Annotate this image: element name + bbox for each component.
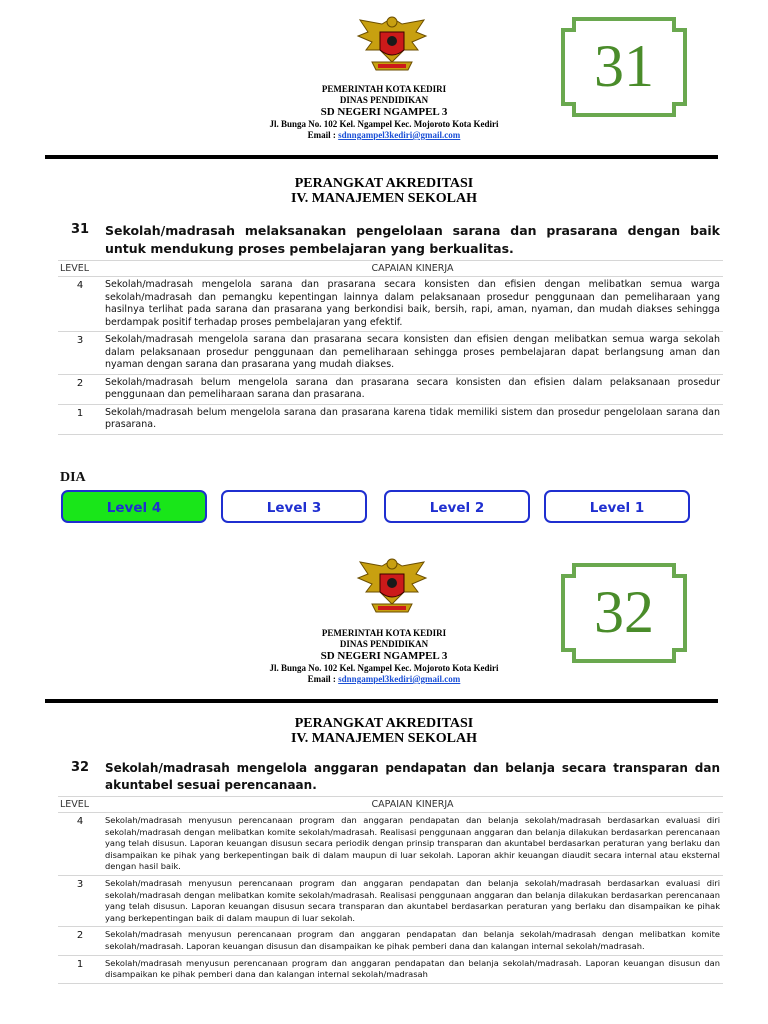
badge-number: 32 (594, 579, 654, 645)
badge-number: 31 (594, 33, 654, 99)
school-email (0, 674, 768, 685)
table-row (58, 955, 723, 983)
level-description: Sekolah/madrasah menyusun perencanaan program dan anggaran pendapatan dan belanja sekolah/madrasah. Laporan keuangan disusun dan disampaikan ke pihak pemberi dana dan kalangan internal sekolah/madrasah (102, 955, 723, 983)
level-2-button[interactable]: Level 2 (384, 490, 530, 523)
table-row (58, 404, 723, 434)
table-header-row (58, 261, 723, 277)
assessment-label: DIA (60, 470, 86, 485)
criterion-badge (560, 562, 688, 664)
criterion-statement: Sekolah/madrasah melaksanakan pengelolaan sarana dan prasarana dengan baik untuk mendukung proses pembelajaran yang berkualitas. (102, 220, 723, 261)
email-link[interactable]: sdnngampel3kediri@gmail.com (338, 130, 461, 140)
criterion-number: 31 (58, 220, 102, 261)
dept-name: DINAS PENDIDIKAN (339, 639, 429, 649)
level-number: 1 (58, 404, 102, 434)
level-description: Sekolah/madrasah belum mengelola sarana dan prasarana secara konsisten dan efisien dalam pelaksanaan prosedur penggunaan dan pemeliharaan sarana dan prasarana. (102, 374, 723, 404)
email-link[interactable]: sdnngampel3kediri@gmail.com (338, 674, 461, 684)
level-header: LEVEL (58, 797, 102, 813)
school-name: SD NEGERI NGAMPEL 3 (320, 650, 448, 662)
level-description: Sekolah/madrasah belum mengelola sarana dan prasarana karena tidak memiliki sistem dan prosedur pengelolaan sarana dan prasarana. (102, 404, 723, 434)
level-number: 4 (58, 813, 102, 876)
level-description: Sekolah/madrasah mengelola sarana dan prasarana secara konsisten dan efisien dengan melibatkan semua warga sekolah dalam pelaksanaan prosedur penggunaan dan pemeliharaan sehingga proses pembelajaran dapat berlangsung aman dan nyaman dengan sarana dan prasarana yang mudah diakses. (102, 332, 723, 375)
level-number: 3 (58, 875, 102, 926)
page-title (0, 716, 768, 746)
emblem-icon (352, 10, 432, 80)
performance-header: CAPAIAN KINERJA (102, 797, 723, 813)
gov-name: PEMERINTAH KOTA KEDIRI (321, 628, 447, 638)
title-line-1: PERANGKAT AKREDITASI (294, 716, 474, 731)
page-title (0, 176, 768, 206)
emblem-icon (352, 552, 432, 622)
email-label: Email : (307, 674, 339, 684)
title-line-2: IV. MANAJEMEN SEKOLAH (290, 191, 478, 206)
table-row (58, 332, 723, 375)
table-row (58, 927, 723, 955)
criterion-statement: Sekolah/madrasah mengelola anggaran pendapatan dan belanja secara transparan dan akuntabel sesuai perencanaan. (102, 758, 723, 797)
level-description: Sekolah/madrasah mengelola sarana dan prasarana secara konsisten dan efisien dengan melibatkan semua warga sekolah/madrasah dan pemangku kepentingan lainnya dalam pelaksanaan prosedur penggunaan dan pemeliharaan yang hasilnya terlihat pada sarana dan prasarana yang berkondisi baik, bersih, rapi, aman, nyaman, dan mudah diakses sehingga berdampak positif terhadap proses pembelajaran yang efektif. (102, 277, 723, 332)
gov-name: PEMERINTAH KOTA KEDIRI (321, 84, 447, 94)
title-line-2: IV. MANAJEMEN SEKOLAH (290, 731, 478, 746)
school-address: Jl. Bunga No. 102 Kel. Ngampel Kec. Mojoroto Kota Kediri (269, 663, 499, 673)
level-number: 2 (58, 927, 102, 955)
dept-name: DINAS PENDIDIKAN (339, 95, 429, 105)
level-4-button[interactable]: Level 4 (61, 490, 207, 523)
table-header-row (58, 797, 723, 813)
level-3-button[interactable]: Level 3 (221, 490, 367, 523)
school-address: Jl. Bunga No. 102 Kel. Ngampel Kec. Mojoroto Kota Kediri (269, 119, 499, 129)
table-row (58, 813, 723, 876)
level-number: 2 (58, 374, 102, 404)
title-line-1: PERANGKAT AKREDITASI (294, 176, 474, 191)
school-email (0, 130, 768, 141)
level-header: LEVEL (58, 261, 102, 277)
criterion-row (58, 220, 723, 261)
school-name: SD NEGERI NGAMPEL 3 (320, 106, 448, 118)
level-number: 3 (58, 332, 102, 375)
table-row (58, 277, 723, 332)
criterion-table (58, 758, 723, 984)
performance-header: CAPAIAN KINERJA (102, 261, 723, 277)
criterion-table (58, 220, 723, 435)
level-1-button[interactable]: Level 1 (544, 490, 690, 523)
level-description: Sekolah/madrasah menyusun perencanaan program dan anggaran pendapatan dan belanja sekolah/madrasah dengan melibatkan komite sekolah/madrasah. Laporan keuangan disusun dan disampaikan ke pihak pemberi dana dan kalangan internal sekolah/madrasah. (102, 927, 723, 955)
header-rule (45, 699, 718, 703)
header-rule (45, 155, 718, 159)
level-description: Sekolah/madrasah menyusun perencanaan program dan anggaran pendapatan dan belanja sekolah/madrasah berdasarkan evaluasi diri sekolah/madrasah dengan melibatkan komite sekolah/madrasah. Realisasi penggunaan anggaran dan belanja dilakukan berdasarkan perencanaan yang telah disusun. Laporan keuangan disusun secara transparan dan akuntabel berdasarkan peraturan yang berlaku dan disampaikan ke pihak yang berkepentingan baik di dalam maupun di luar sekolah. (102, 875, 723, 926)
email-label: Email : (307, 130, 339, 140)
criterion-number: 32 (58, 758, 102, 797)
table-row (58, 374, 723, 404)
criterion-row (58, 758, 723, 797)
level-number: 1 (58, 955, 102, 983)
table-row (58, 875, 723, 926)
level-description: Sekolah/madrasah menyusun perencanaan program dan anggaran pendapatan dan belanja sekolah/madrasah berdasarkan evaluasi diri sekolah/madrasah dengan melibatkan komite sekolah/madrasah. Realisasi penggunaan anggaran dan belanja dilakukan berdasarkan perencanaan yang telah disusun. Laporan keuangan disusun secara periodik dengan prinsip transparan dan akuntabel berdasarkan peraturan yang berlaku dan disampaikan ke pihak yang berkepentingan baik di dalam maupun di luar sekolah. Laporan akhir keuangan diaudit secara internal atau eksternal dengan hasil baik. (102, 813, 723, 876)
level-number: 4 (58, 277, 102, 332)
criterion-badge (560, 16, 688, 118)
